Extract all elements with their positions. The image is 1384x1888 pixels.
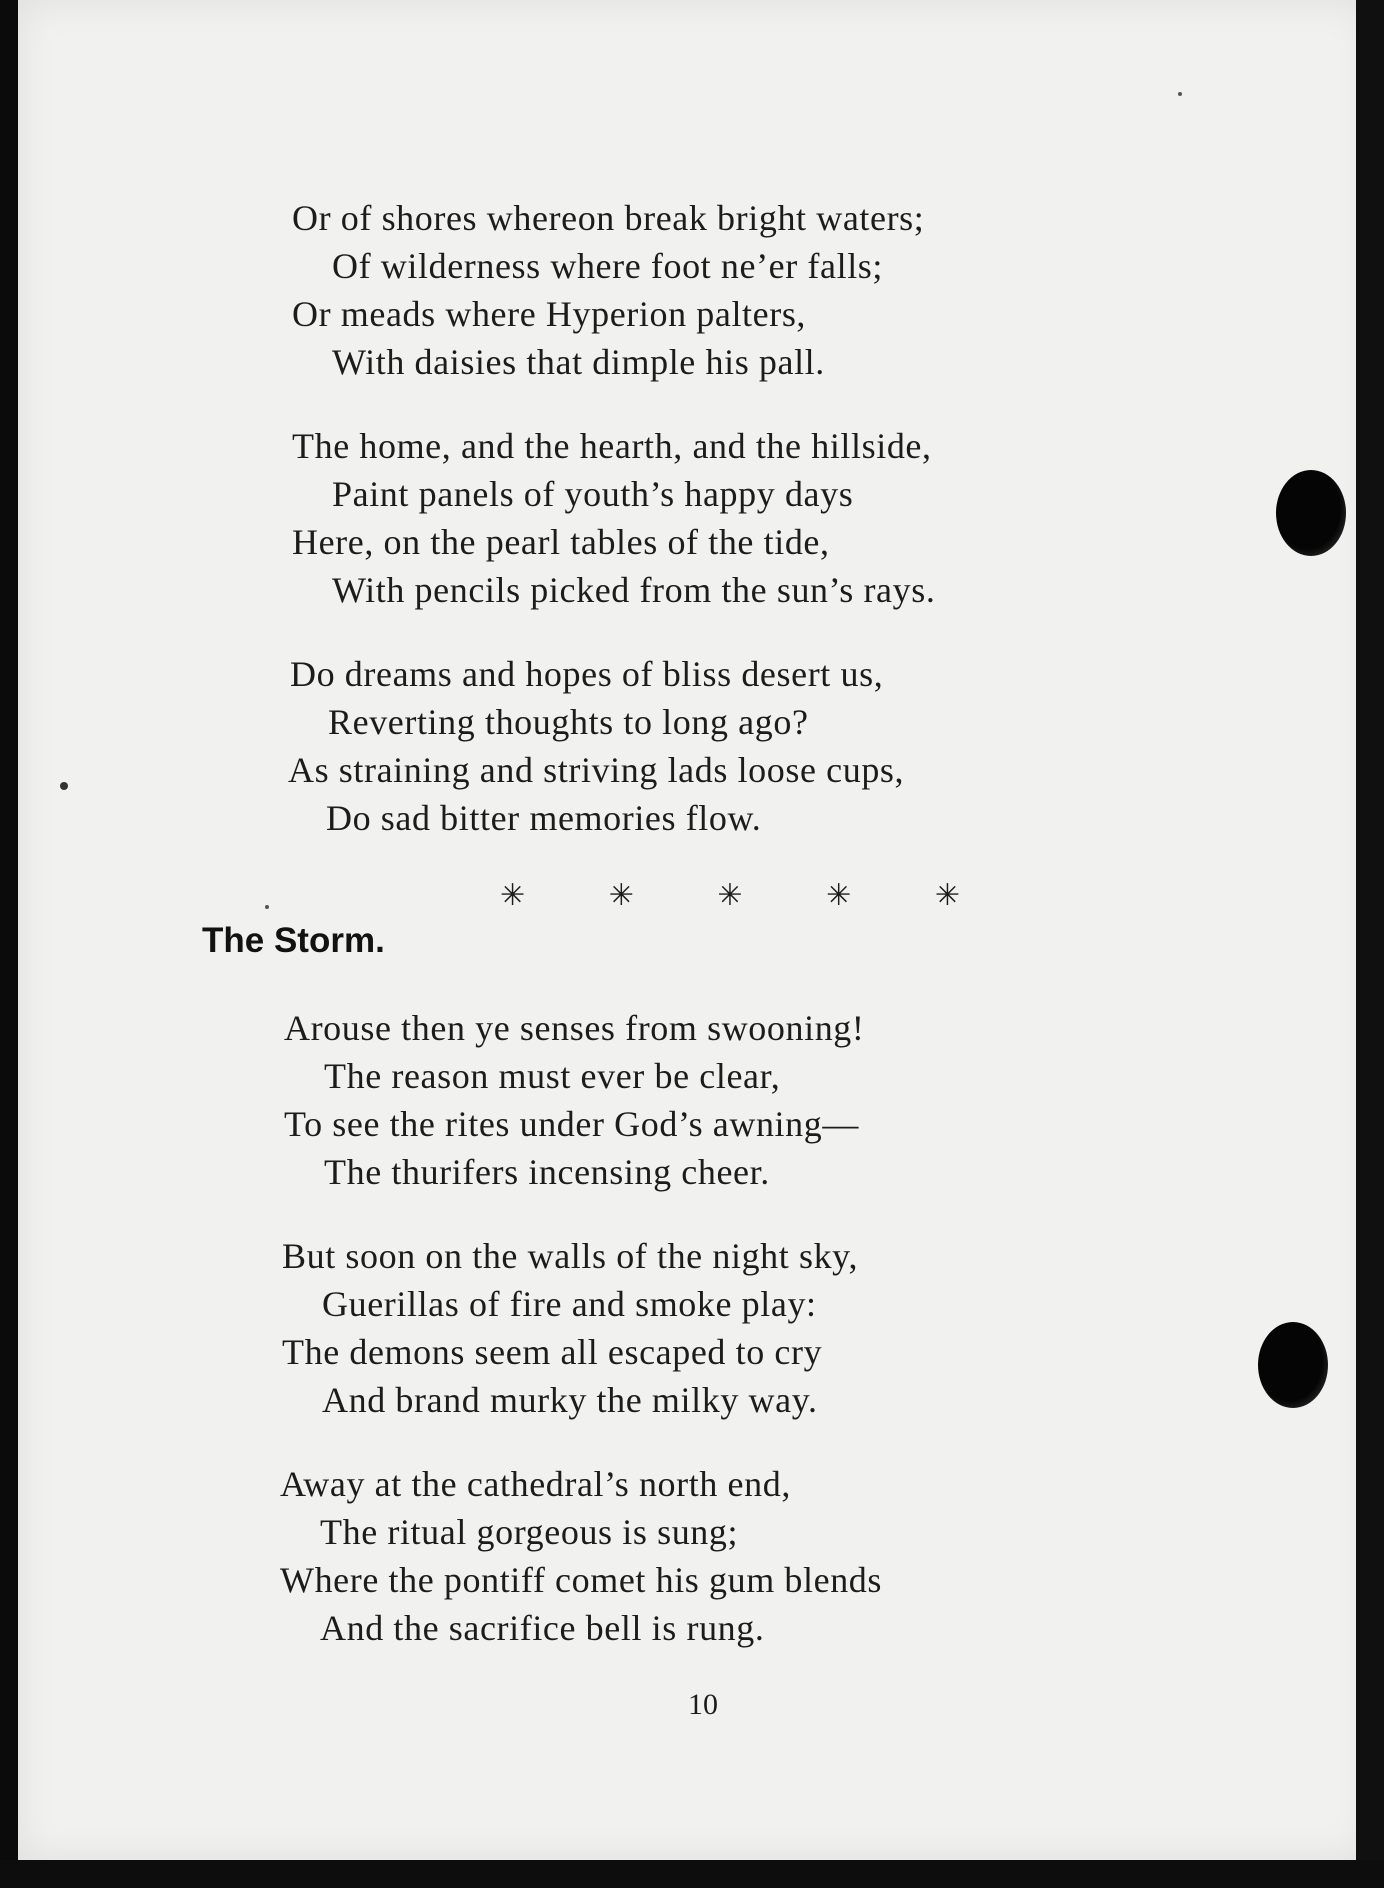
poem-line: The reason must ever be clear, bbox=[324, 1056, 781, 1096]
poem-line: But soon on the walls of the night sky, bbox=[282, 1236, 859, 1276]
section-heading: The Storm. bbox=[202, 921, 385, 960]
poem-line: And the sacrifice bell is rung. bbox=[320, 1608, 765, 1648]
poem-line: Where the pontiff comet his gum blends bbox=[280, 1560, 882, 1600]
poem-line: With daisies that dimple his pall. bbox=[332, 342, 825, 382]
punch-hole-bottom bbox=[1258, 1322, 1328, 1408]
poem-line: Or of shores whereon break bright waters; bbox=[292, 198, 925, 238]
poem-line: Reverting thoughts to long ago? bbox=[328, 702, 809, 742]
asterism-mark: ✳ bbox=[717, 878, 743, 913]
bottom-border bbox=[0, 1860, 1384, 1888]
asterism-mark: ✳ bbox=[608, 878, 634, 913]
section-separator bbox=[500, 878, 960, 913]
punch-hole-top bbox=[1276, 470, 1346, 556]
poem-line: Of wilderness where foot ne’er falls; bbox=[332, 246, 884, 286]
poem-line: Do dreams and hopes of bliss desert us, bbox=[290, 654, 884, 694]
ink-speck bbox=[60, 782, 68, 790]
asterism-mark: ✳ bbox=[826, 878, 852, 913]
poem-line: Arouse then ye senses from swooning! bbox=[284, 1008, 865, 1048]
poem-line: With pencils picked from the sun’s rays. bbox=[332, 570, 936, 610]
poem-line: And brand murky the milky way. bbox=[322, 1380, 818, 1420]
ink-speck bbox=[1178, 92, 1182, 96]
poem-line: Away at the cathedral’s north end, bbox=[280, 1464, 791, 1504]
binding-edge bbox=[1356, 0, 1384, 1888]
poem-line: Guerillas of fire and smoke play: bbox=[322, 1284, 817, 1324]
ink-speck bbox=[265, 905, 269, 909]
poem-line: Or meads where Hyperion palters, bbox=[292, 294, 807, 334]
poem-line: Paint panels of youth’s happy days bbox=[332, 474, 854, 514]
poem-line: The ritual gorgeous is sung; bbox=[320, 1512, 739, 1552]
poem-line: To see the rites under God’s awning— bbox=[284, 1104, 859, 1144]
poem-line: As straining and striving lads loose cups, bbox=[288, 750, 905, 790]
poem-line: The home, and the hearth, and the hillside, bbox=[292, 426, 932, 466]
poem-line: The thurifers incensing cheer. bbox=[324, 1152, 770, 1192]
poem-line: Here, on the pearl tables of the tide, bbox=[292, 522, 830, 562]
poem-line: Do sad bitter memories flow. bbox=[326, 798, 762, 838]
poem-line: The demons seem all escaped to cry bbox=[282, 1332, 823, 1372]
asterism-mark: ✳ bbox=[500, 878, 526, 913]
asterism-mark: ✳ bbox=[934, 878, 960, 913]
page-number: 10 bbox=[688, 1688, 718, 1721]
